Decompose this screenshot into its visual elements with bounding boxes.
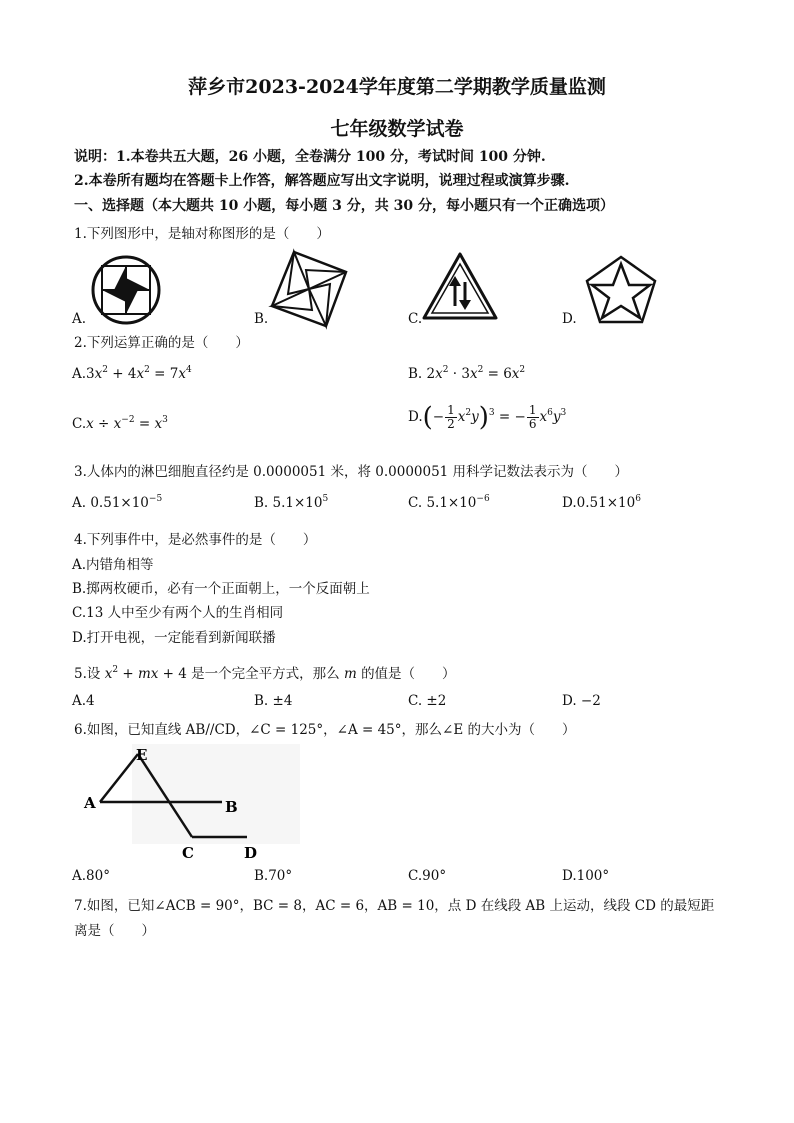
q6-option-a: A.80° <box>72 868 110 884</box>
q2-option-b: B. $2x^2 \cdot 3x^2 = 6x^2$ <box>408 365 526 382</box>
q4-option-b: B.掷两枚硬币，必有一个正面朝上，一个反面朝上 <box>72 581 370 597</box>
figure-label-e: E <box>136 746 148 764</box>
q2-option-a-label: A. <box>72 366 87 382</box>
q5-option-a: A.4 <box>72 693 95 709</box>
q3-option-c-label: C. <box>408 495 423 511</box>
q5-stem-suffix: 的值是（ ） <box>361 666 456 682</box>
q1-option-d-label: D. <box>562 311 577 327</box>
q2-option-c-label: C. <box>72 416 87 432</box>
q4-option-a: A.内错角相等 <box>72 557 154 573</box>
pentagon-star-figure <box>584 254 658 326</box>
q3-option-c-exponent: −6 <box>476 494 490 504</box>
q3-option-d <box>562 495 641 511</box>
question-7-line-2: 离是（ ） <box>74 923 155 939</box>
traffic-sign-figure <box>420 250 500 322</box>
section-heading: 一、选择题（本大题共 10 小题，每小题 3 分，共 30 分，每小题只有一个正确选项） <box>74 198 614 214</box>
q3-option-a-mantissa: 0.51×10 <box>90 495 149 511</box>
q3-option-b-label: B. <box>254 495 269 511</box>
q3-option-a-exponent: −5 <box>148 494 163 504</box>
figure-label-a: A <box>84 794 96 812</box>
parallel-lines-figure <box>72 742 302 862</box>
q3-option-a-label: A. <box>72 495 87 511</box>
q6-option-c: C.90° <box>408 868 447 884</box>
q2-option-c: $C.x \div x^{-2} = x^3$ <box>72 415 168 432</box>
q3-option-b-mantissa: 5.1×10 <box>272 495 323 511</box>
q5-stem-middle: 是一个完全平方式，那么 <box>191 666 340 682</box>
q4-option-c: C.13 人中至少有两个人的生肖相同 <box>72 605 284 621</box>
q3-option-a <box>72 495 162 511</box>
pinwheel-circle-figure <box>88 252 164 328</box>
figure-label-c: C <box>182 844 194 862</box>
q6-option-b: B.70° <box>254 868 293 884</box>
question-6-stem: 6.如图，已知直线 AB//CD，∠C = 125°，∠A = 45°，那么∠E 的大小为（ ） <box>74 722 576 738</box>
instruction-line-2: 2.本卷所有题均在答题卡上作答，解答题应写出文字说明，说理过程或演算步骤. <box>74 173 570 189</box>
q3-option-b-exponent: 5 <box>322 494 329 504</box>
q5-stem-prefix: 5.设 <box>74 666 101 682</box>
exam-title: 萍乡市2023-2024学年度第二学期教学质量监测 <box>188 76 606 98</box>
q4-option-d: D.打开电视，一定能看到新闻联播 <box>72 630 276 646</box>
q2-option-d-label: D. <box>408 409 423 425</box>
q5-option-c: C. ±2 <box>408 693 447 709</box>
instruction-line-1: 说明：1.本卷共五大题，26 小题，全卷满分 100 分，考试时间 100 分钟. <box>74 149 546 165</box>
question-3-stem: 3.人体内的淋巴细胞直径约是 0.0000051 米，将 0.0000051 用科学记数法表示为（ ） <box>74 464 629 480</box>
question-7-line-1: 7.如图，已知∠ACB = 90°，BC = 8，AC = 6，AB = 10，点 D 在线段 AB 上运动，线段 CD 的最短距 <box>74 898 715 914</box>
q5-option-b: B. ±4 <box>254 693 293 709</box>
q1-option-b-label: B. <box>254 311 269 327</box>
q2-option-b-label: B. <box>408 366 423 382</box>
figure-label-d: D <box>244 844 258 862</box>
question-1-stem: 1.下列图形中，是轴对称图形的是（ ） <box>74 226 330 242</box>
q3-option-d-label: D. <box>562 495 577 511</box>
q5-option-d: D. −2 <box>562 693 601 709</box>
q3-option-d-mantissa: 0.51×10 <box>576 495 636 511</box>
q1-option-a-label: A. <box>72 311 87 327</box>
q3-option-d-exponent: 6 <box>635 494 641 504</box>
q3-option-c-mantissa: 5.1×10 <box>426 495 477 511</box>
question-4-stem: 4.下列事件中，是必然事件的是（ ） <box>74 532 317 548</box>
figure-label-b: B <box>225 798 238 816</box>
question-5-stem: 5.设 $x^2$ + mx + 4 是一个完全平方式，那么 m 的值是（ ） <box>74 665 456 682</box>
q1-option-c-label: C. <box>408 311 423 327</box>
q2-option-a: $A.3x^2 + 4x^2 = 7x^4$ <box>72 365 192 382</box>
question-2-stem: 2.下列运算正确的是（ ） <box>74 335 249 351</box>
exam-subtitle: 七年级数学试卷 <box>330 118 464 140</box>
q3-option-b <box>254 495 328 511</box>
q3-option-c <box>408 495 490 511</box>
square-pinwheel-figure <box>268 248 350 330</box>
q2-option-d: D.(− $\frac{1}{2}$ $x^2y)^3$ = − $\frac{1}{6}$ $x^6y^3$ <box>408 402 567 433</box>
q6-option-d: D.100° <box>562 868 610 884</box>
